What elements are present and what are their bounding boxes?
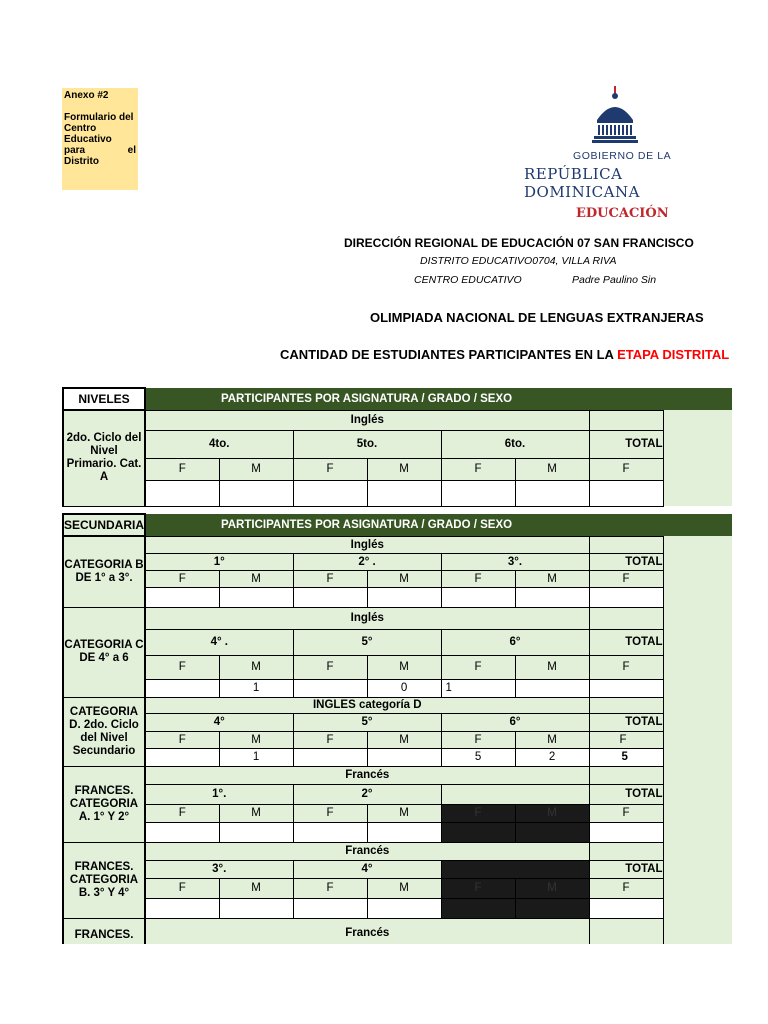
green-spacer: [663, 748, 737, 766]
center-line: [0, 274, 658, 288]
green-spacer: [663, 570, 737, 587]
annex-line: Centro: [64, 123, 97, 134]
gov-line1: GOBIERNO DE LA: [573, 150, 672, 162]
value-cell[interactable]: [441, 587, 515, 607]
value-cell-disabled: [515, 898, 589, 918]
level-frances-c-text: FRANCES.: [74, 928, 134, 941]
total-text: TOTAL: [625, 636, 663, 648]
annex-line: Distrito: [64, 156, 99, 167]
subject-label: Francés: [145, 766, 589, 784]
green-spacer: [663, 898, 737, 918]
sex-f: F: [145, 878, 219, 898]
regional-text: DIRECCIÓN REGIONAL DE EDUCACIÓN 07 SAN FRANCISCO: [344, 236, 694, 250]
level-cat-c: CATEGORIA C DE 4° a 6: [63, 607, 145, 697]
sex-m: M: [515, 570, 589, 587]
green-spacer: [663, 587, 737, 607]
participants-title: [0, 347, 730, 365]
green-spacer: [663, 784, 737, 804]
sex-m: M: [367, 731, 441, 748]
sex-f: F: [145, 655, 219, 679]
sex-f: F: [293, 570, 367, 587]
subject-label: Francés: [145, 918, 589, 947]
total-spacer: [589, 607, 663, 629]
grade-label: 1°.: [145, 784, 293, 804]
sex-m-disabled: M: [515, 878, 589, 898]
sex-f-disabled: F: [441, 878, 515, 898]
sex-f: F: [293, 458, 367, 480]
value-cell[interactable]: 1: [219, 679, 293, 697]
grade-label: 4to.: [145, 430, 293, 458]
sex-m: M: [515, 655, 589, 679]
sex-f: F: [441, 570, 515, 587]
sex-f: F: [589, 655, 663, 679]
level-frances-a: FRANCES. CATEGORIA A. 1° Y 2°: [63, 766, 145, 842]
green-spacer: [663, 713, 737, 731]
total-label: [589, 629, 663, 655]
green-spacer: [663, 860, 737, 878]
sex-f: F: [441, 458, 515, 480]
grade-label: 6to.: [441, 430, 589, 458]
value-cell[interactable]: [441, 480, 515, 506]
value-cell[interactable]: 0: [367, 679, 441, 697]
sex-m: M: [367, 458, 441, 480]
section-title: [145, 388, 737, 410]
total-spacer: [589, 697, 663, 713]
value-cell[interactable]: [293, 822, 367, 842]
section-title-text: PARTICIPANTES POR ASIGNATURA / GRADO / SEXO: [220, 392, 513, 405]
regional-heading: [0, 236, 694, 252]
sex-f: F: [145, 458, 219, 480]
value-cell[interactable]: [367, 587, 441, 607]
sex-f: F: [145, 570, 219, 587]
green-spacer: [663, 679, 737, 697]
value-cell[interactable]: [293, 480, 367, 506]
sex-f: F: [589, 731, 663, 748]
grade-label: 3°.: [145, 860, 293, 878]
sex-m: M: [219, 878, 293, 898]
sex-m-disabled: M: [515, 804, 589, 822]
bottom-margin: [0, 944, 768, 1024]
level-cat-b: CATEGORIA B DE 1° a 3°.: [63, 536, 145, 607]
grade-label: 4°: [145, 713, 293, 731]
sex-f: F: [589, 458, 663, 480]
value-cell[interactable]: [145, 480, 219, 506]
annex-line: Educativo: [64, 134, 112, 145]
subject-label: Francés: [145, 842, 589, 860]
participants-table: [62, 387, 737, 948]
value-cell[interactable]: [515, 587, 589, 607]
grade-label: 3°.: [441, 553, 589, 570]
annex-line: Formulario del: [64, 112, 134, 123]
green-spacer: [663, 697, 737, 713]
total-text: TOTAL: [625, 716, 663, 728]
green-spacer: [663, 430, 737, 458]
value-cell[interactable]: [367, 748, 441, 766]
value-cell[interactable]: [367, 480, 441, 506]
value-cell-disabled: [441, 822, 515, 842]
sex-f: F: [589, 570, 663, 587]
sex-m: M: [367, 570, 441, 587]
sex-m: M: [219, 655, 293, 679]
green-spacer: [663, 822, 737, 842]
sex-f: F: [589, 804, 663, 822]
value-cell[interactable]: [589, 898, 663, 918]
sex-f: F: [293, 655, 367, 679]
total-text: TOTAL: [625, 863, 663, 875]
sex-m: M: [219, 570, 293, 587]
value-cell[interactable]: [589, 480, 663, 506]
sex-m: M: [367, 655, 441, 679]
annex-body: [64, 112, 136, 167]
grade-label: 2°: [293, 784, 441, 804]
sex-f: F: [293, 878, 367, 898]
value-cell[interactable]: [515, 679, 589, 697]
value-cell[interactable]: 1: [441, 679, 515, 697]
value-cell[interactable]: [145, 898, 219, 918]
value-cell[interactable]: [367, 898, 441, 918]
grade-label: 5°: [293, 713, 441, 731]
value-cell[interactable]: [145, 748, 219, 766]
total-spacer: [589, 918, 663, 947]
value-cell[interactable]: [219, 480, 293, 506]
annex-title: Anexo #2: [64, 90, 109, 101]
sex-f: F: [293, 731, 367, 748]
stage-highlight: ETAPA DISTRITAL: [617, 347, 730, 362]
total-label: [589, 553, 663, 570]
value-cell[interactable]: [293, 679, 367, 697]
green-spacer: [663, 731, 737, 748]
row-spacer: [63, 506, 737, 514]
sex-m: M: [219, 731, 293, 748]
value-cell[interactable]: 5: [589, 748, 663, 766]
sex-f: F: [441, 655, 515, 679]
district-text: DISTRITO EDUCATIVO0704, VILLA RIVA: [420, 255, 617, 267]
sex-f: F: [293, 804, 367, 822]
green-spacer: [663, 410, 737, 430]
section-title: [145, 514, 737, 536]
green-spacer: [663, 629, 737, 655]
green-spacer: [663, 480, 737, 506]
total-spacer: [589, 536, 663, 553]
grade-label: 5°: [293, 629, 441, 655]
sex-m: M: [367, 804, 441, 822]
value-cell[interactable]: [219, 898, 293, 918]
value-cell[interactable]: [145, 822, 219, 842]
value-cell[interactable]: 2: [515, 748, 589, 766]
green-spacer: [663, 536, 737, 553]
grade-blank: [441, 784, 589, 804]
green-spacer: [663, 458, 737, 480]
secundaria-header: [63, 514, 145, 536]
sex-m: M: [219, 804, 293, 822]
sex-m: M: [515, 458, 589, 480]
sex-f: F: [145, 731, 219, 748]
value-cell[interactable]: [293, 898, 367, 918]
total-label: [589, 860, 663, 878]
subject-label: INGLES categoría D: [145, 697, 589, 713]
participants-text: CANTIDAD DE ESTUDIANTES PARTICIPANTES EN LA: [280, 347, 618, 362]
total-label: [589, 784, 663, 804]
green-spacer: [663, 766, 737, 784]
value-cell[interactable]: [145, 679, 219, 697]
olympiad-title: [0, 310, 704, 328]
green-spacer: [663, 553, 737, 570]
dept-name: EDUCACIÓN: [576, 206, 669, 221]
sex-f-disabled: F: [441, 804, 515, 822]
grade-label: 5to.: [293, 430, 441, 458]
center-label: CENTRO EDUCATIVO: [414, 274, 522, 286]
government-logo: [520, 82, 710, 227]
value-cell[interactable]: [219, 822, 293, 842]
value-cell[interactable]: [589, 679, 663, 697]
level-cat-d: CATEGORIA D. 2do. Ciclo del Nivel Secundario: [63, 697, 145, 766]
value-cell[interactable]: [145, 587, 219, 607]
value-cell-disabled: [441, 898, 515, 918]
grade-label: 4°: [293, 860, 441, 878]
total-text: TOTAL: [625, 788, 663, 800]
grade-blank-disabled: [441, 860, 589, 878]
total-spacer: [589, 842, 663, 860]
grade-label: 1°: [145, 553, 293, 570]
grade-label: 6°: [441, 713, 589, 731]
subject-label: Inglés: [145, 607, 589, 629]
value-cell[interactable]: [219, 587, 293, 607]
subject-label: Inglés: [145, 410, 589, 430]
secundaria-text: SECUNDARIA: [64, 518, 145, 532]
section-title-text: PARTICIPANTES POR ASIGNATURA / GRADO / SEXO: [220, 518, 513, 531]
center-value: Padre Paulino Sin: [572, 274, 657, 286]
total-label: [589, 713, 663, 731]
grade-label: 2° .: [293, 553, 441, 570]
value-cell[interactable]: 5: [441, 748, 515, 766]
sex-m: M: [367, 878, 441, 898]
value-cell[interactable]: [589, 822, 663, 842]
olympiad-text: OLIMPIADA NACIONAL DE LENGUAS EXTRANJERAS: [370, 310, 704, 325]
sex-f: F: [145, 804, 219, 822]
total-text: TOTAL: [625, 555, 663, 568]
value-cell[interactable]: 1: [219, 748, 293, 766]
annex-line: para el: [64, 145, 136, 156]
district-line: [0, 255, 658, 269]
value-cell[interactable]: [293, 587, 367, 607]
total-text: TOTAL: [625, 438, 663, 450]
grade-label: 6°: [441, 629, 589, 655]
green-spacer: [663, 918, 737, 947]
green-spacer: [663, 878, 737, 898]
level-frances-b: FRANCES. CATEGORIA B. 3° Y 4°: [63, 842, 145, 918]
grade-label: 4° .: [145, 629, 293, 655]
value-cell-disabled: [515, 822, 589, 842]
value-cell[interactable]: [515, 480, 589, 506]
sex-f: F: [589, 878, 663, 898]
niveles-header: NIVELES: [63, 388, 145, 410]
value-cell[interactable]: [367, 822, 441, 842]
green-spacer: [663, 607, 737, 629]
value-cell[interactable]: [589, 587, 663, 607]
subject-label: Inglés: [145, 536, 589, 553]
total-spacer: [589, 410, 663, 430]
total-spacer: [589, 766, 663, 784]
green-spacer: [663, 804, 737, 822]
green-spacer: [663, 655, 737, 679]
sex-m: M: [515, 731, 589, 748]
level-primaria: 2do. Ciclo del Nivel Primario. Cat. A: [63, 410, 145, 506]
value-cell[interactable]: [293, 748, 367, 766]
sex-f: F: [441, 731, 515, 748]
annex-note: [62, 88, 138, 190]
green-spacer: [663, 842, 737, 860]
total-label: [589, 430, 663, 458]
level-frances-c: [63, 918, 145, 947]
sex-m: M: [219, 458, 293, 480]
gov-line2: REPÚBLICA DOMINICANA: [524, 165, 640, 201]
right-margin: [732, 380, 768, 980]
